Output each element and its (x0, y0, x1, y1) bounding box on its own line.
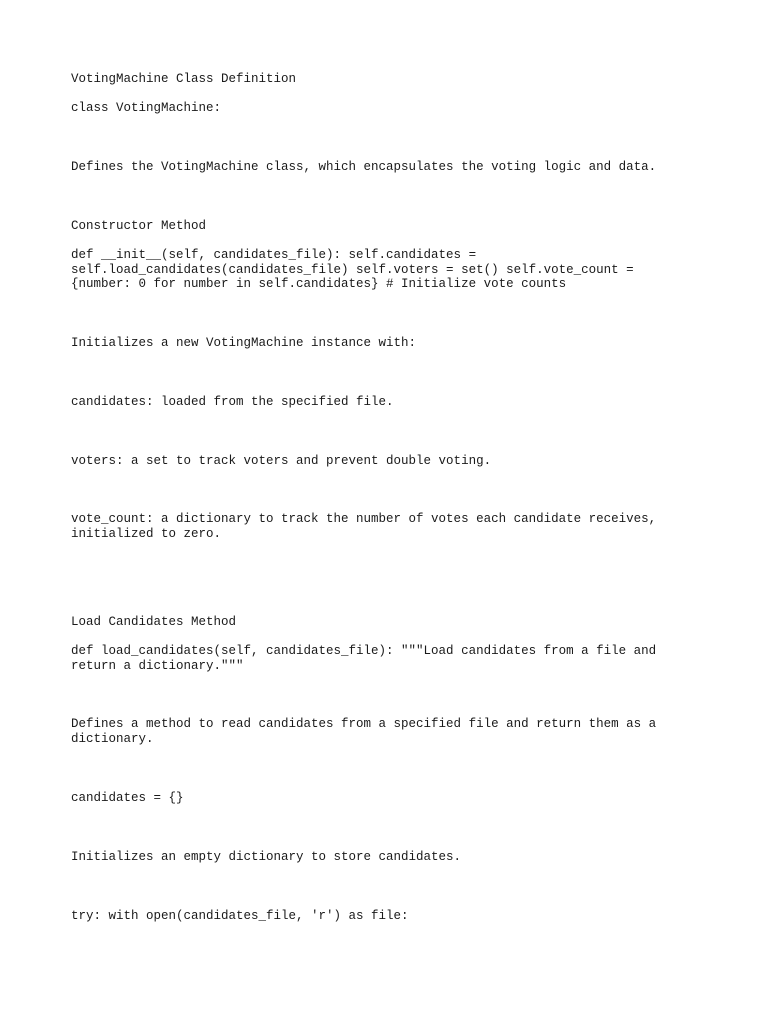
constructor-item-voters: voters: a set to track voters and prevent double voting. (71, 454, 492, 468)
load-candidates-heading: Load Candidates Method (71, 615, 237, 629)
constructor-code-line-2: self.load_candidates(candidates_file) self.voters = set() self.vote_count = (71, 262, 634, 277)
class-def-description: Defines the VotingMachine class, which encapsulates the voting logic and data. (71, 160, 657, 174)
constructor-code-line-3: {number: 0 for number in self.candidates} # Initialize vote counts (71, 277, 567, 292)
load-candidates-code: def load_candidates(self, candidates_file): """Load candidates from a file and return a dictionary.""" (71, 644, 664, 673)
load-candidates-description: Defines a method to read candidates from a specified file and return them as a dictionary. (71, 717, 664, 746)
constructor-item-candidates: candidates: loaded from the specified file. (71, 395, 394, 409)
class-def-code: class VotingMachine: (71, 101, 222, 115)
load-candidates-try-code: try: with open(candidates_file, 'r') as file: (71, 909, 409, 923)
constructor-heading: Constructor Method (71, 219, 207, 233)
load-candidates-init-code: candidates = {} (71, 791, 184, 805)
constructor-item-vote-count: vote_count: a dictionary to track the number of votes each candidate receives, initialized to zero. (71, 512, 664, 541)
load-candidates-init-description: Initializes an empty dictionary to store candidates. (71, 850, 462, 864)
class-def-heading: VotingMachine Class Definition (71, 72, 297, 86)
constructor-code-line-1: def __init__(self, candidates_file): self.candidates = (71, 248, 477, 262)
constructor-intro: Initializes a new VotingMachine instance with: (71, 336, 417, 350)
